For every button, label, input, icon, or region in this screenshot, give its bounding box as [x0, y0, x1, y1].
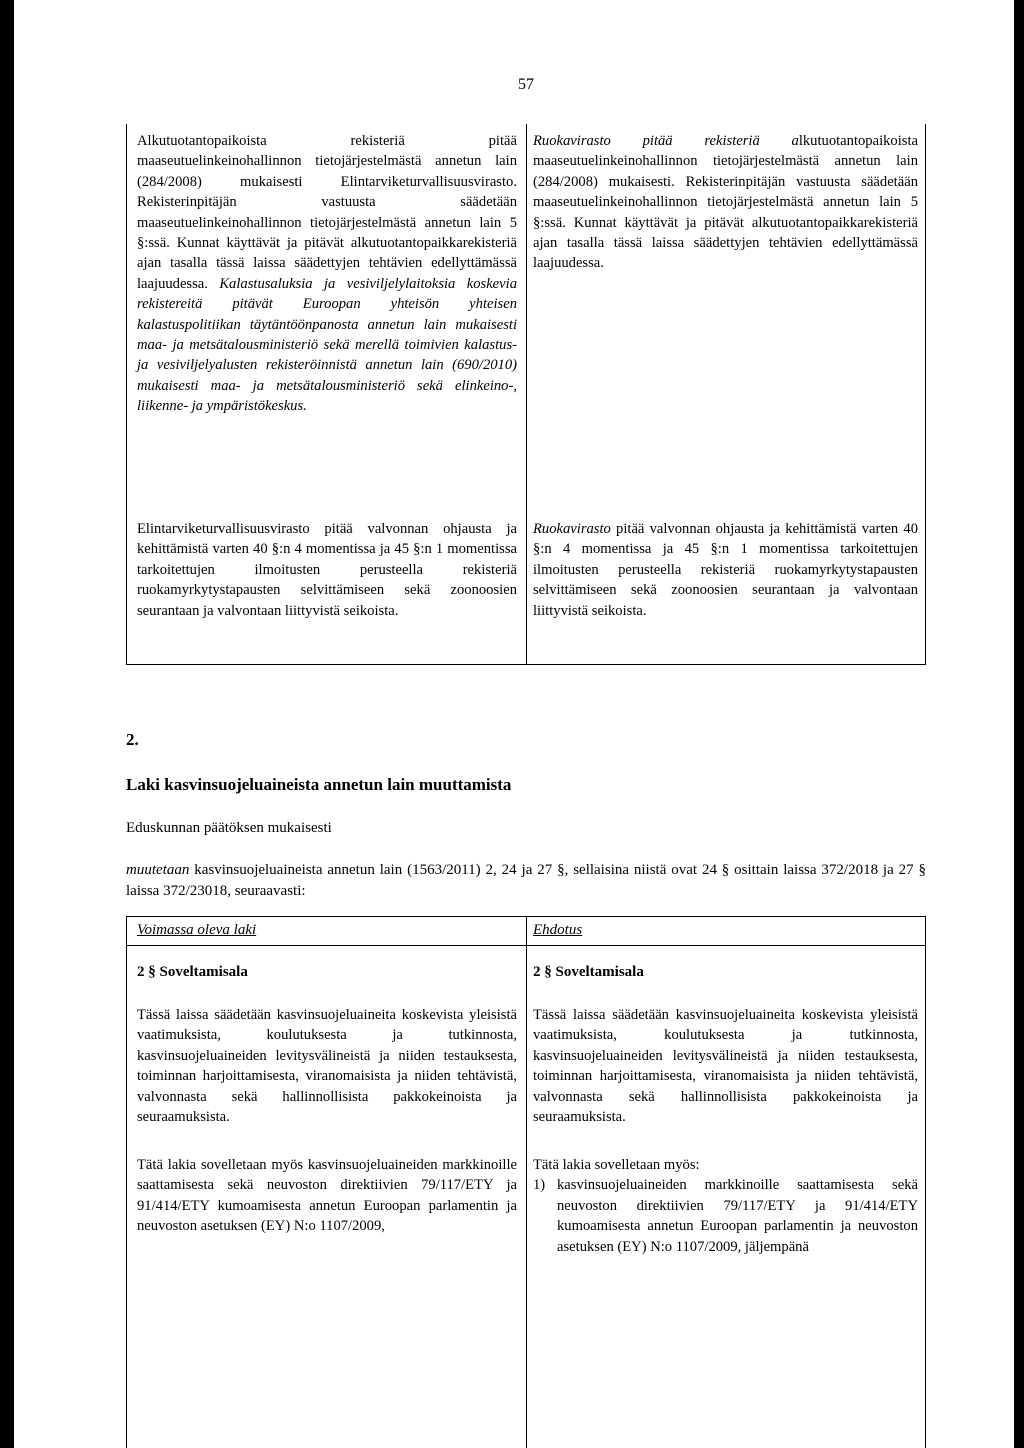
column-divider	[526, 917, 527, 1448]
column-divider	[526, 124, 527, 664]
supervision-text: pitää valvonnan ohjausta ja kehittämistä varten 40 §:n 4 momentissa ja 45 §:n 1 momentissa tarkoitettujen ilmoitusten perusteella rekisteriä ruokamyrkytystapausten selvittämiseen sekä zoonoosien seurantaan ja valvontaan liittyvistä seikoista.	[533, 521, 918, 619]
header-divider	[127, 945, 925, 946]
amendment-clause	[126, 860, 926, 902]
comparison-table-2	[126, 916, 926, 1448]
table2-right-paragraph-1: Tässä laissa säädetään kasvinsuojeluaineita koskevista yleisistä vaatimuksista, koulutuksesta ja tutkinnosta, kasvinsuojeluaineiden levitysvälineistä ja niiden testauksesta, toiminnan harjoittamisesta, viranomaisista ja niiden tehtävistä, valvonnasta sekä hallinnollisista pakkokeinoista ja seuraamuksista.	[533, 1007, 918, 1126]
amend-verb: muutetaan	[126, 862, 190, 878]
column-header-proposal: Ehdotus	[533, 922, 583, 938]
document-page	[14, 0, 1014, 1448]
supervision-text: Elintarviketurvallisuusvirasto pitää valvonnan ohjausta ja kehittämistä varten 40 §:n 4 momentissa ja 45 §:n 1 momentissa tarkoitettujen ilmoitusten perusteella rekisteriä ruokamyrkytystapausten selvittämiseen sekä zoonoosien seurantaan ja valvontaan liittyvistä seikoista.	[137, 521, 517, 619]
table1-row1-right	[533, 131, 918, 274]
section-heading-right: 2 § Soveltamisala	[533, 964, 644, 980]
law-title: Laki kasvinsuojeluaineista annetun lain muuttamista	[126, 775, 512, 794]
comparison-table-1	[126, 124, 926, 665]
registry-text: lkutuotantopaikoista maaseutuelinkeinohallinnon tietojärjestelmästä annetun lain (284/2008) mukaisesti. Rekisterinpitäjän vastuusta säädetään maaseutuelinkeinohallinnon tietojärjestelmästä annetun lain 5 §:ssä. Kunnat käyttävät ja pitävät alkutuotantopaikkarekisteriä ajan tasalla tässä laissa säädettyjen tehtävien edellyttämässä laajuudessa.	[533, 133, 918, 272]
table1-row1-left	[137, 131, 517, 417]
section-heading-left: 2 § Soveltamisala	[137, 964, 248, 980]
registry-text-italic: Ruokavirasto pitää rekisteriä a	[533, 133, 799, 149]
scope-intro: Tätä lakia sovelletaan myös:	[533, 1157, 700, 1173]
column-header-current-law: Voimassa oleva laki	[137, 922, 257, 938]
registry-text: Alkutuotantopaikoista rekisteriä pitää maaseutuelinkeinohallinnon tietojärjestelmästä annetun lain (284/2008) mukaisesti Elintarviketurvallisuusvirasto. Rekisterinpitäjän vastuusta säädetään maaseutuelinkeinohallinnon tietojärjestelmästä annetun lain 5 §:ssä. Kunnat käyttävät ja pitävät alkutuotantopaikkarekisteriä ajan tasalla tässä laissa säädettyjen tehtävien edellyttämässä laajuudessa.	[137, 133, 517, 292]
table1-row2-right	[533, 519, 918, 621]
list-item	[533, 1175, 918, 1257]
agency-name: Ruokavirasto	[533, 521, 611, 537]
table1-row2-left	[137, 519, 517, 621]
enactment-formula: Eduskunnan päätöksen mukaisesti	[126, 820, 332, 836]
table2-left-paragraph-1: Tässä laissa säädetään kasvinsuojeluaineita koskevista yleisistä vaatimuksista, koulutuksesta ja tutkinnosta, kasvinsuojeluaineiden levitysvälineistä ja niiden testauksesta, toiminnan harjoittamisesta, viranomaisista ja niiden tehtävistä, valvonnasta sekä hallinnollisista pakkokeinoista ja seuraamuksista.	[137, 1007, 517, 1126]
registry-text-italic: Kalastusaluksia ja vesiviljelylaitoksia koskevia rekistereitä pitävät Euroopan yhteisön yhteisen kalastuspolitiikan täytäntöönpanosta annetun lain mukaisesti maa- ja metsätalousministeriö sekä merellä toimivien kalastus- ja vesiviljelyalusten rekisteröinnistä annetun lain (690/2010) mukaisesti maa- ja metsätalousministeriö sekä elinkeino-, liikenne- ja ympäristökeskus.	[137, 275, 517, 415]
section-number: 2.	[126, 730, 139, 749]
amend-text: kasvinsuojeluaineista annetun lain (1563/2011) 2, 24 ja 27 §, sellaisina niistä ovat 24 § osittain laissa 372/2018 ja 27 § laissa 372/23018, seuraavasti:	[126, 862, 926, 899]
list-text: kasvinsuojeluaineiden markkinoille saattamisesta sekä neuvoston direktiivien 79/117/ETY ja 91/414/ETY kumoamisesta annetun Euroopan parlamentin ja neuvoston asetuksen (EY) N:o 1107/2009, jäljempänä	[557, 1177, 918, 1255]
table2-right-paragraph-2	[533, 1155, 918, 1257]
page-number: 57	[518, 76, 534, 93]
table2-left-paragraph-2: Tätä lakia sovelletaan myös kasvinsuojeluaineiden markkinoille saattamisesta sekä neuvoston direktiivien 79/117/ETY ja 91/414/ETY kumoamisesta annetun Euroopan parlamentin ja neuvoston asetuksen (EY) N:o 1107/2009,	[137, 1157, 517, 1235]
list-number: 1)	[533, 1177, 546, 1194]
